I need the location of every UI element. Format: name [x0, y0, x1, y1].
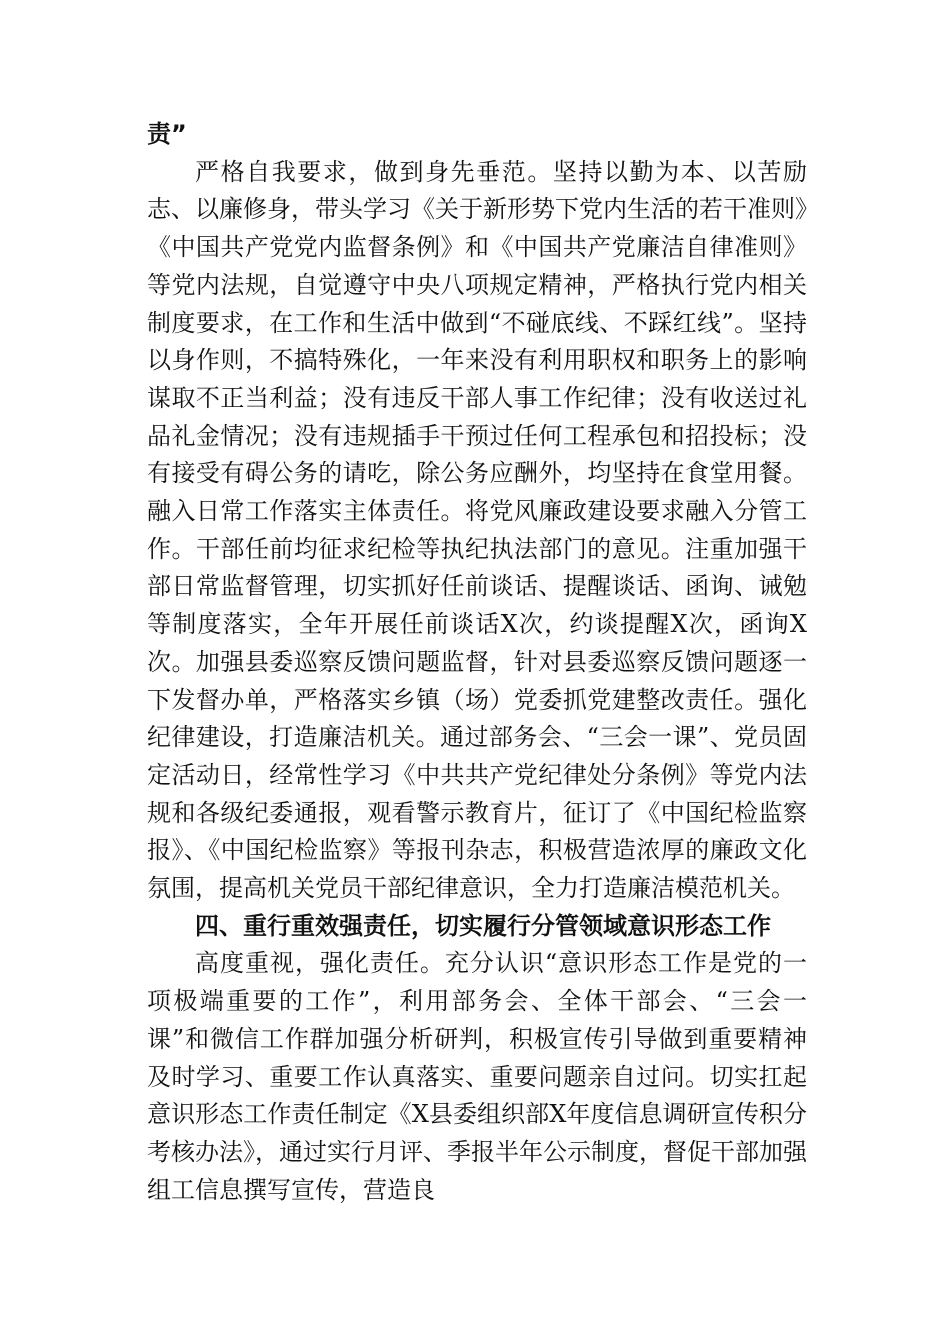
document-body: [147, 116, 807, 1209]
paragraph-self-discipline: 严格自我要求，做到身先垂范。坚持以勤为本、以苦励志、以廉修身，带头学习《关于新形势下党内生活的若干准则》《中国共产党党内监督条例》和《中国共产党廉洁自律准则》等党内法规，自觉遵守中央八项规定精神，严格执行党内相关制度要求，在工作和生活中做到“不碰底线、不踩红线”。坚持以身作则，不搞特殊化，一年来没有利用职权和职务上的影响谋取不正当利益；没有违反干部人事工作纪律；没有收送过礼品礼金情况；没有违规插手干预过任何工程承包和招投标；没有接受有碍公务的请吃，除公务应酬外，均坚持在食堂用餐。融入日常工作落实主体责任。将党风廉政建设要求融入分管工作。干部任前均征求纪检等执纪执法部门的意见。注重加强干部日常监督管理，切实抓好任前谈话、提醒谈话、函询、诫勉等制度落实，全年开展任前谈话X次，约谈提醒X次，函询X次。加强县委巡察反馈问题监督，针对县委巡察反馈问题逐一下发督办单，严格落实乡镇（场）党委抓党建整改责任。强化纪律建设，打造廉洁机关。通过部务会、“三会一课”、党员固定活动日，经常性学习《中共共产党纪律处分条例》等党内法规和各级纪委通报，观看警示教育片，征订了《中国纪检监察报》、《中国纪检监察》等报刊杂志，积极营造浓厚的廉政文化氛围，提高机关党员干部纪律意识，全力打造廉洁模范机关。: [147, 157, 807, 903]
heading-continuation: 责”: [147, 120, 187, 148]
paragraph-ideology: 高度重视，强化责任。充分认识“意识形态工作是党的一项极端重要的工作”，利用部务会、全体干部会、“三会一课”和微信工作群加强分析研判，积极宣传引导做到重要精神及时学习、重要工作认真落实、重要问题亲自过问。切实扛起意识形态工作责任制定《X县委组织部X年度信息调研宣传积分考核办法》，通过实行月评、季报半年公示制度，督促干部加强组工信息撰写宣传，营造良: [147, 949, 807, 1204]
section-four-heading: 四、重行重效强责任，切实履行分管领域意识形态工作: [195, 911, 771, 940]
